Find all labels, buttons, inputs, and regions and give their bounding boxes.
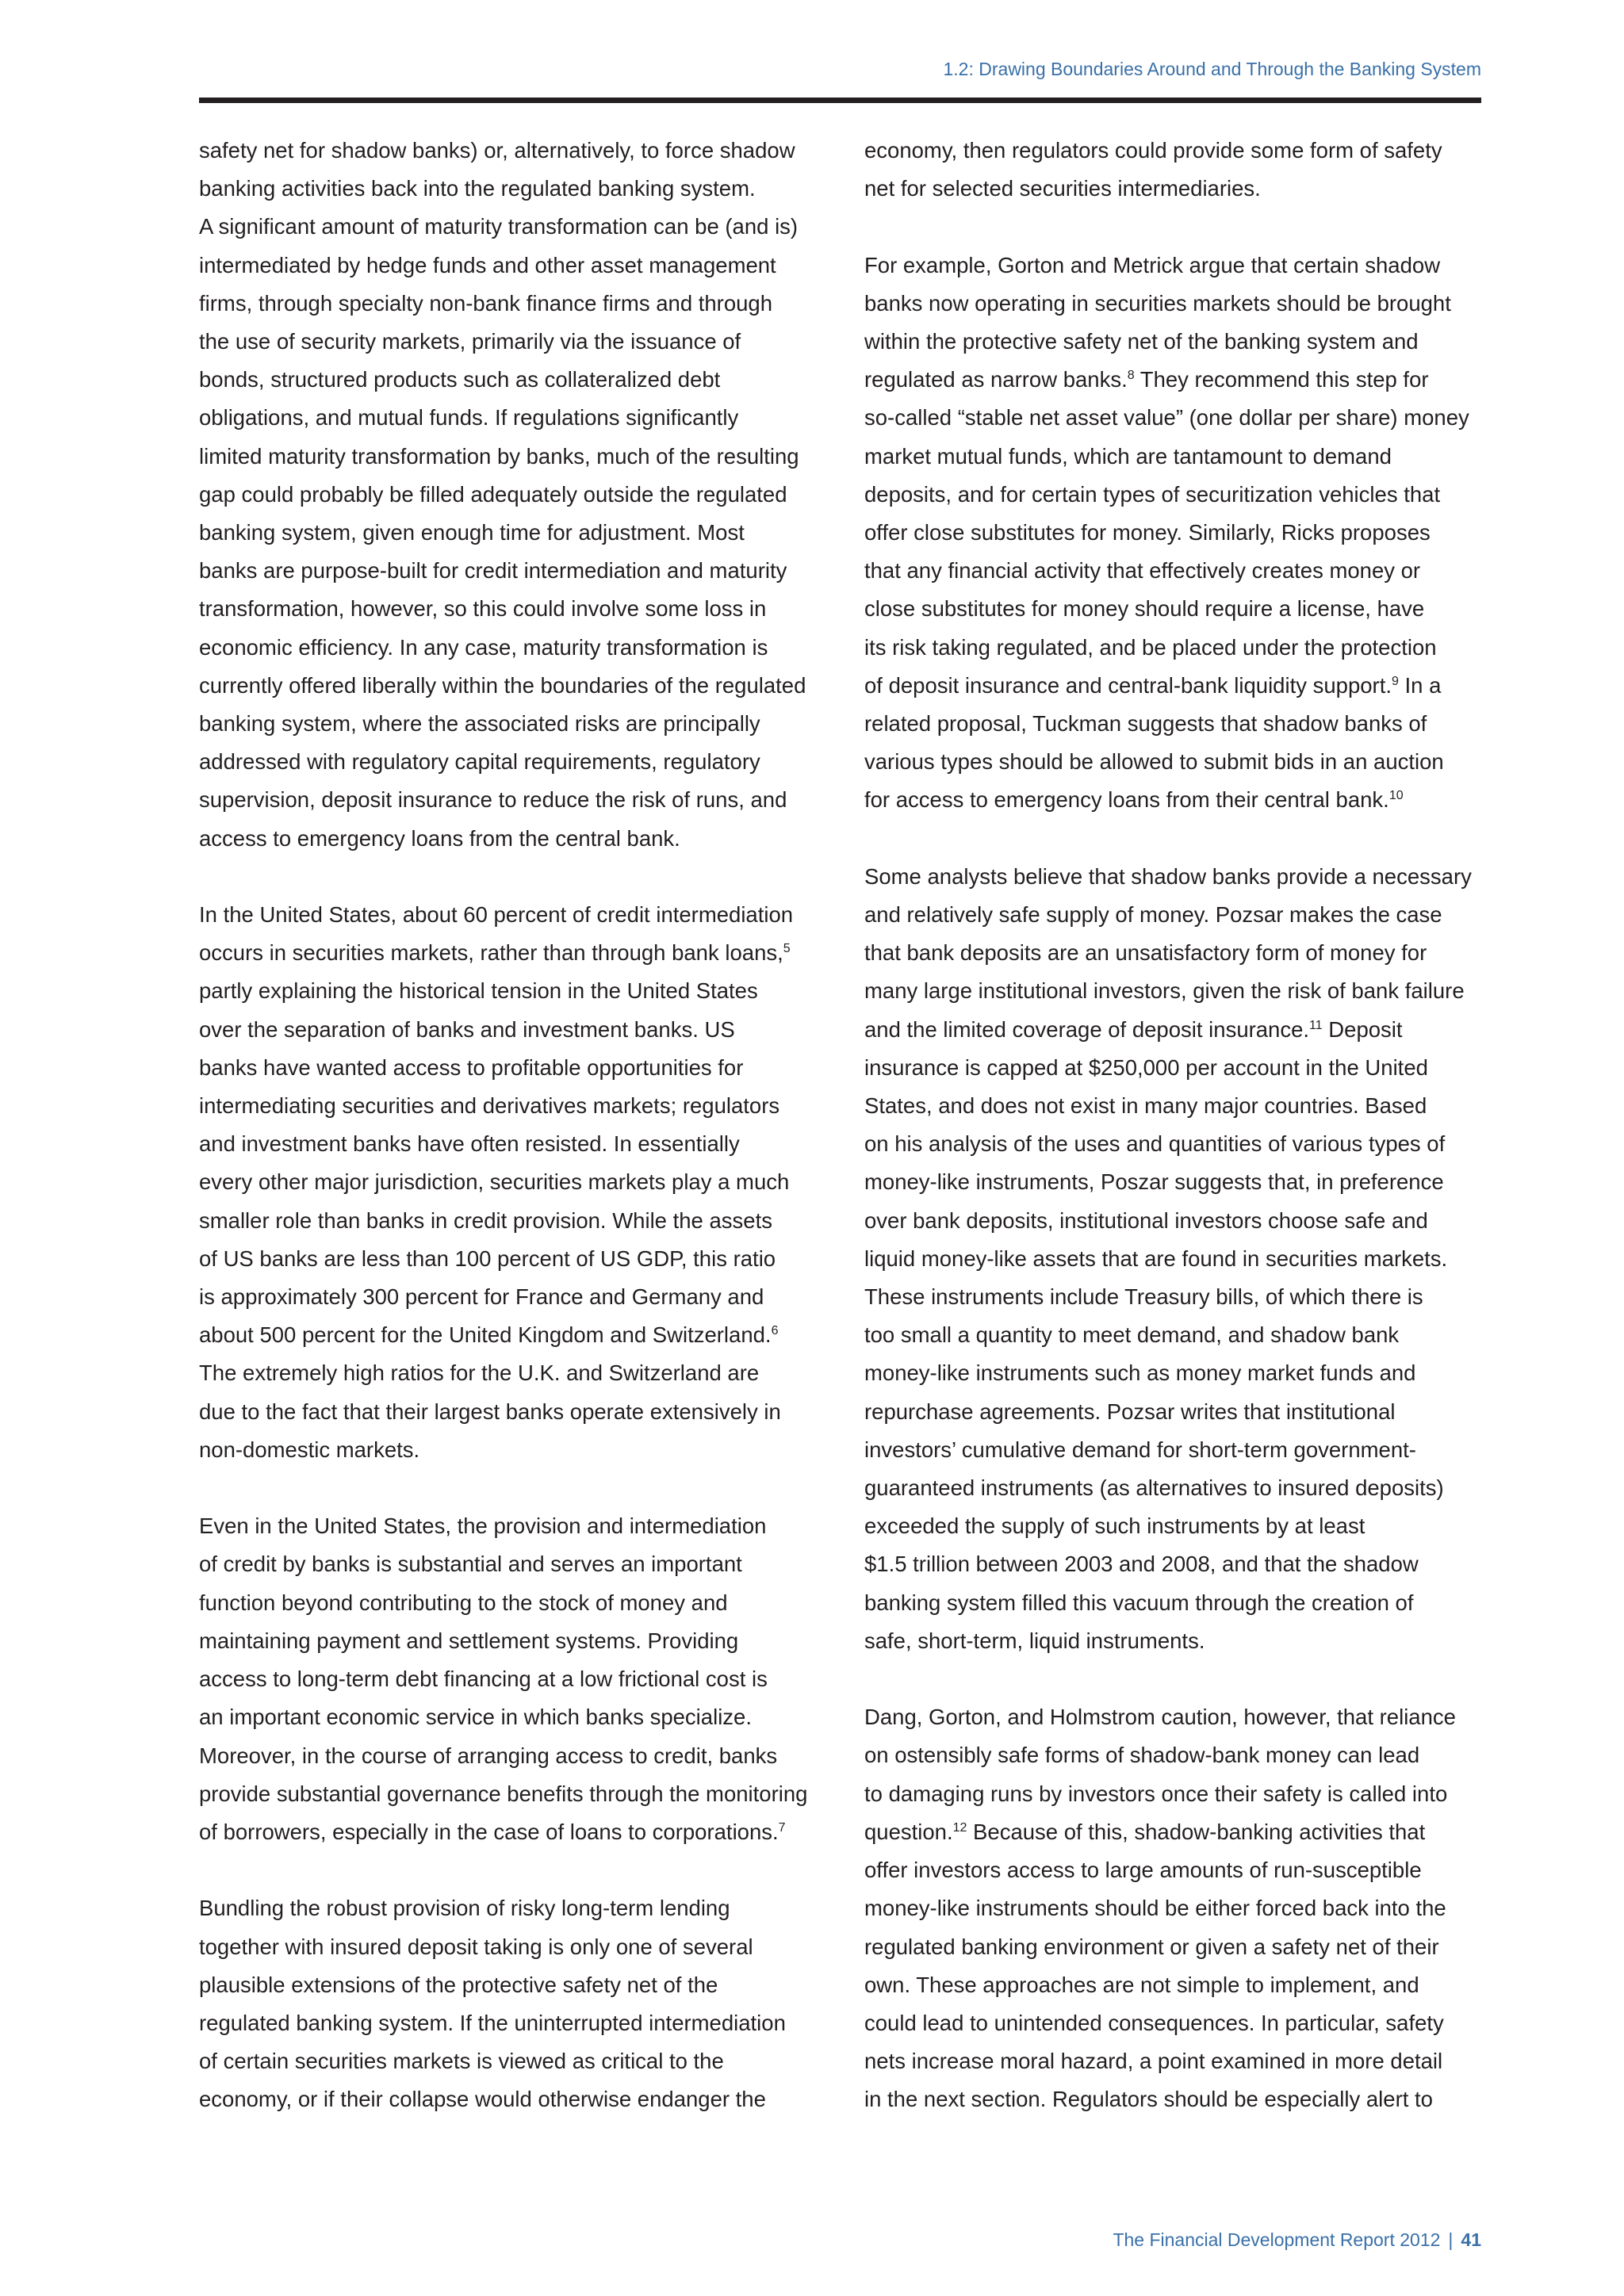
line-text: that any financial activity that effectively creates money or [864,558,1421,584]
line-text: provide substantial governance benefits through the monitoring [199,1781,808,1806]
right-column [864,132,1491,2119]
line-text: Some analysts believe that shadow banks provide a necessary [864,863,1472,889]
line-text: offer close substitutes for money. Similarly, Ricks proposes [864,520,1431,545]
text-line [199,1584,825,1622]
line-text: question. [864,1819,953,1844]
text-line [864,1316,1491,1354]
line-text: about 500 percent for the United Kingdom and Switzerland. [199,1322,772,1348]
text-line [199,2004,825,2042]
text-line [199,323,825,361]
text-line [199,1813,825,1851]
line-text: close substitutes for money should require a license, have [864,596,1425,622]
footnote-reference: 7 [778,1820,786,1835]
text-line [864,2080,1491,2118]
line-text: For example, Gorton and Metrick argue that certain shadow [864,252,1441,277]
text-line [199,934,825,972]
line-text: firms, through specialty non-bank finance firms and through [199,290,773,316]
text-line [199,1622,825,1660]
text-line [199,438,825,476]
text-line [199,1737,825,1775]
line-text: regulated banking environment or given a safety net of their [864,1934,1439,1959]
line-text-tail: In a [1398,672,1442,698]
line-text: banking system, where the associated risks are principally [199,711,760,737]
line-text: offer investors access to large amounts of run-susceptible [864,1858,1422,1883]
page-footer [1113,2229,1481,2251]
paragraph [199,132,825,858]
line-text: limited maturity transformation by banks, much of the resulting [199,443,799,469]
text-line [199,1545,825,1583]
text-line [864,629,1491,667]
footnote-reference: 9 [1391,674,1399,688]
page-number: 41 [1461,2229,1481,2250]
text-line [864,1469,1491,1507]
text-line [199,285,825,323]
text-line [199,247,825,285]
text-line [864,2004,1491,2042]
line-text: on ostensibly safe forms of shadow-bank money can lead [864,1743,1420,1768]
line-text: currently offered liberally within the boundaries of the regulated [199,672,806,698]
line-text: A significant amount of maturity transformation can be (and is) [199,214,799,239]
line-text: regulated as narrow banks. [864,367,1128,392]
line-text: banks now operating in securities markets should be brought [864,290,1451,316]
line-text: and relatively safe supply of money. Pozsar makes the case [864,902,1442,928]
paragraph [199,896,825,1469]
text-line [864,1851,1491,1889]
text-line [864,514,1491,552]
text-line [864,705,1491,743]
line-text: due to the fact that their largest banks operate extensively in [199,1399,781,1424]
line-text-tail: Because of this, shadow-banking activities that [967,1819,1426,1844]
text-line [199,2042,825,2080]
footnote-reference: 10 [1388,789,1404,803]
text-line [864,972,1491,1010]
text-line [199,514,825,552]
footnote-reference: 11 [1309,1018,1323,1032]
footer-report-title: The Financial Development Report 2012 [1113,2229,1441,2250]
text-line [864,1278,1491,1316]
running-header: 1.2: Drawing Boundaries Around and Through the Banking System [943,59,1481,79]
paragraph [199,1507,825,1851]
line-text: bonds, structured products such as collateralized debt [199,367,721,392]
text-line [199,1775,825,1813]
line-text: banking system filled this vacuum through the creation of [864,1590,1414,1615]
text-line [199,1698,825,1736]
line-text: function beyond contributing to the stock of money and [199,1590,728,1615]
text-line [199,1240,825,1278]
text-line [864,1240,1491,1278]
footnote-reference: 12 [952,1820,967,1835]
text-line [864,1507,1491,1545]
line-text: partly explaining the historical tension in the United States [199,978,758,1004]
text-line [199,1316,825,1354]
text-line [199,1889,825,1927]
text-line [864,1736,1491,1774]
text-line [199,1928,825,1966]
line-text: In the United States, about 60 percent of credit intermediation [199,902,794,928]
line-text: obligations, and mutual funds. If regulations significantly [199,405,739,430]
text-line [199,1087,825,1125]
text-line [864,1354,1491,1392]
line-text: over the separation of banks and investment banks. US [199,1016,735,1042]
text-line [864,858,1491,896]
text-line [864,361,1491,399]
line-text: deposits, and for certain types of securitization vehicles that [864,481,1441,507]
text-line [864,2042,1491,2080]
line-text: access to emergency loans from the central bank. [199,825,680,851]
line-text: regulated banking system. If the uninterrupted intermediation [199,2010,786,2035]
line-text: an important economic service in which banks specialize. [199,1705,752,1730]
line-text: of deposit insurance and central-bank liquidity support. [864,672,1392,698]
text-line [864,1087,1491,1125]
paragraph [864,247,1491,820]
line-text: Bundling the robust provision of risky long-term lending [199,1896,730,1921]
text-line [864,1966,1491,2004]
line-text: Dang, Gorton, and Holmstrom caution, however, that reliance [864,1705,1456,1730]
line-text: own. These approaches are not simple to implement, and [864,1972,1419,1997]
line-text: various types should be allowed to submit bids in an auction [864,749,1444,775]
line-text: non-domestic markets. [199,1437,420,1462]
line-text: and investment banks have often resisted. In essentially [199,1131,740,1157]
text-line [864,476,1491,514]
line-text: on his analysis of the uses and quantities of various types of [864,1131,1446,1157]
line-text: smaller role than banks in credit provision. While the assets [199,1207,772,1233]
line-text: supervision, deposit insurance to reduce the risk of runs, and [199,787,787,813]
line-text: intermediating securities and derivatives markets; regulators [199,1093,780,1119]
left-column [199,132,825,2119]
line-text: banking activities back into the regulated banking system. [199,176,756,201]
text-line [199,972,825,1010]
text-line [864,934,1491,972]
text-line [864,1163,1491,1201]
line-text: banks have wanted access to profitable opportunities for [199,1054,744,1080]
line-text: safety net for shadow banks) or, alternatively, to force shadow [199,138,795,163]
line-text-tail: Deposit [1322,1016,1403,1042]
line-text: These instruments include Treasury bills, of which there is [864,1284,1423,1310]
text-line [199,1393,825,1431]
footnote-reference: 8 [1127,369,1135,383]
text-line [199,1278,825,1316]
line-text: money-like instruments such as money market funds and [864,1360,1416,1386]
line-text: plausible extensions of the protective safety net of the [199,1972,718,1997]
line-text: States, and does not exist in many major countries. Based [864,1093,1427,1119]
line-text: economic efficiency. In any case, maturity transformation is [199,634,768,660]
paragraph [864,858,1491,1660]
text-line [864,1202,1491,1240]
text-line [199,629,825,667]
text-line [864,247,1491,285]
line-text: banks are purpose-built for credit intermediation and maturity [199,558,787,584]
text-line [199,170,825,208]
line-text: liquid money-like assets that are found in securities markets. [864,1246,1448,1271]
line-text: exceeded the supply of such instruments by at least [864,1513,1365,1539]
text-line [864,1622,1491,1660]
line-text: market mutual funds, which are tantamount to demand [864,443,1392,469]
text-line [199,2080,825,2118]
text-line [199,1966,825,2004]
text-line [199,1660,825,1698]
text-line [199,1011,825,1049]
text-line [864,170,1491,208]
text-line [864,743,1491,781]
text-line [864,1125,1491,1163]
text-line [199,1049,825,1087]
line-text: and the limited coverage of deposit insurance. [864,1016,1310,1042]
text-line [199,705,825,743]
line-text: $1.5 trillion between 2003 and 2008, and that the shadow [864,1552,1419,1577]
line-text: economy, then regulators could provide some form of safety [864,138,1442,163]
line-text: investors’ cumulative demand for short-term government- [864,1437,1416,1462]
text-line [864,1698,1491,1736]
line-text: the use of security markets, primarily via the issuance of [199,329,741,354]
text-line [199,1125,825,1163]
text-line [864,896,1491,934]
line-text: insurance is capped at $250,000 per account in the United [864,1054,1428,1080]
text-line [199,476,825,514]
text-line [864,285,1491,323]
line-text: transformation, however, so this could involve some loss in [199,596,767,622]
text-line [864,1889,1491,1927]
text-line [199,820,825,858]
line-text: Even in the United States, the provision and intermediation [199,1513,767,1539]
text-line [199,590,825,628]
footnote-reference: 5 [783,942,791,956]
text-line [864,667,1491,705]
text-line [864,1775,1491,1813]
line-text: of borrowers, especially in the case of loans to corporations. [199,1819,779,1844]
text-line [199,361,825,399]
line-text: addressed with regulatory capital requirements, regulatory [199,749,760,775]
line-text: within the protective safety net of the banking system and [864,329,1419,354]
text-line [864,1584,1491,1622]
text-line [199,1431,825,1469]
line-text: its risk taking regulated, and be placed under the protection [864,634,1437,660]
line-text: Moreover, in the course of arranging access to credit, banks [199,1743,778,1768]
line-text: together with insured deposit taking is only one of several [199,1934,753,1959]
line-text: to damaging runs by investors once their safety is called into [864,1781,1448,1806]
text-line [199,399,825,437]
text-line [199,781,825,819]
line-text: guaranteed instruments (as alternatives to insured deposits) [864,1475,1444,1501]
text-line [864,1393,1491,1431]
footer-separator: | [1448,2229,1454,2250]
line-text: banking system, given enough time for adjustment. Most [199,520,745,545]
text-line [199,1202,825,1240]
line-text: too small a quantity to meet demand, and shadow bank [864,1322,1400,1348]
paragraph [199,1889,825,2118]
text-line [864,399,1491,437]
text-line [199,1354,825,1392]
text-line [864,781,1491,819]
text-line [199,896,825,934]
header-rule [199,98,1481,103]
line-text-tail: They recommend this step for [1134,367,1429,392]
text-line [864,1431,1491,1469]
line-text: of certain securities markets is viewed as critical to the [199,2049,724,2074]
text-line [864,132,1491,170]
line-text: many large institutional investors, given the risk of bank failure [864,978,1465,1004]
line-text: could lead to unintended consequences. In particular, safety [864,2010,1444,2035]
line-text: intermediated by hedge funds and other asset management [199,252,776,277]
line-text: every other major jurisdiction, securities markets play a much [199,1169,790,1195]
text-line [864,1545,1491,1583]
line-text: money-like instruments should be either forced back into the [864,1896,1446,1921]
line-text: over bank deposits, institutional investors choose safe and [864,1207,1428,1233]
line-text: nets increase moral hazard, a point examined in more detail [864,2049,1443,2074]
line-text: The extremely high ratios for the U.K. and Switzerland are [199,1360,760,1386]
text-line [199,208,825,246]
line-text: safe, short-term, liquid instruments. [864,1628,1205,1653]
text-line [864,1049,1491,1087]
line-text: access to long-term debt financing at a low frictional cost is [199,1667,768,1692]
text-line [864,1813,1491,1851]
text-line [864,1011,1491,1049]
line-text: money-like instruments, Poszar suggests that, in preference [864,1169,1444,1195]
line-text: of US banks are less than 100 percent of US GDP, this ratio [199,1246,776,1271]
text-line [864,438,1491,476]
paragraph [864,1698,1491,2118]
footnote-reference: 6 [771,1324,779,1338]
line-text: repurchase agreements. Pozsar writes that institutional [864,1399,1396,1424]
text-line [199,1507,825,1545]
line-text: occurs in securities markets, rather than through bank loans, [199,940,783,966]
text-line [199,743,825,781]
line-text: in the next section. Regulators should be especially alert to [864,2087,1433,2112]
text-line [199,132,825,170]
text-line [864,1928,1491,1966]
paragraph [864,132,1491,208]
line-text: gap could probably be filled adequately outside the regulated [199,481,787,507]
line-text: economy, or if their collapse would otherwise endanger the [199,2087,766,2112]
text-line [864,323,1491,361]
text-line [864,590,1491,628]
text-line [199,1163,825,1201]
line-text: for access to emergency loans from their central bank. [864,787,1389,813]
line-text: that bank deposits are an unsatisfactory form of money for [864,940,1427,966]
line-text: maintaining payment and settlement systems. Providing [199,1628,739,1653]
line-text: is approximately 300 percent for France and Germany and [199,1284,764,1310]
line-text: so-called “stable net asset value” (one dollar per share) money [864,405,1469,430]
text-line [199,552,825,590]
line-text: related proposal, Tuckman suggests that shadow banks of [864,711,1427,737]
line-text: of credit by banks is substantial and serves an important [199,1552,742,1577]
line-text: net for selected securities intermediaries. [864,176,1261,201]
text-line [864,552,1491,590]
text-line [199,667,825,705]
